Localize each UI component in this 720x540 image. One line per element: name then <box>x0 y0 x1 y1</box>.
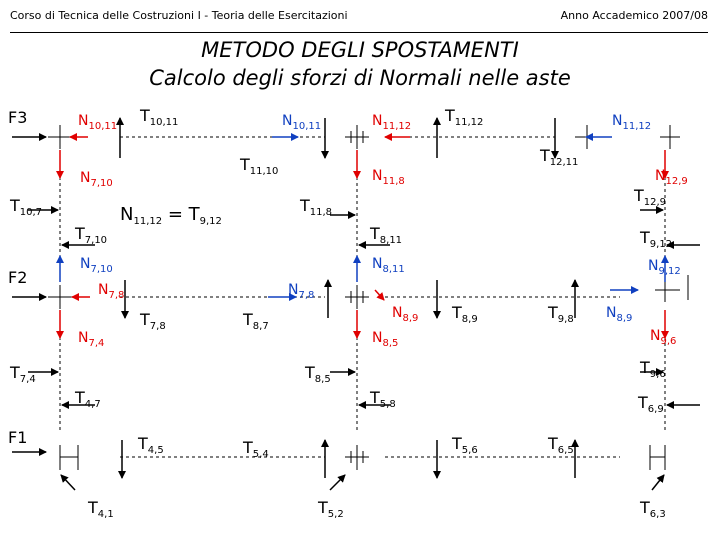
label-t-4-1: $T_{4,1}$ <box>88 498 114 520</box>
label-t-9-8: $T_{9,8}$ <box>548 303 574 325</box>
label-t-10-7: $T_{10,7}$ <box>10 196 43 218</box>
axial-arrow-8-9 <box>375 290 384 300</box>
label-t-12-11: $T_{12,11}$ <box>540 146 579 168</box>
label-n-12-9: $N_{12,9}$ <box>655 168 688 187</box>
label-n-9-6: $N_{9,6}$ <box>650 328 677 347</box>
label-t-8-7: $T_{8,7}$ <box>243 310 269 332</box>
node-11 <box>345 125 369 149</box>
label-t-5-6: $T_{5,6}$ <box>452 434 478 456</box>
node-4 <box>60 445 78 470</box>
label-n-11-12-b: $N_{11,12}$ <box>612 113 652 132</box>
label-t-5-2: $T_{5,2}$ <box>318 498 344 520</box>
label-t-5-4: $T_{5,4}$ <box>243 438 269 460</box>
node-8 <box>345 285 369 309</box>
label-n-10-11-a: $N_{10,11}$ <box>78 113 118 132</box>
shear-arrow-5-2 <box>330 475 345 490</box>
force-label-f2: F2 <box>8 268 28 287</box>
label-t-11-10: $T_{11,10}$ <box>240 155 279 177</box>
label-t-6-9: $T_{6,9}$ <box>638 393 664 415</box>
node-5 <box>345 445 369 470</box>
node-7 <box>48 285 72 309</box>
label-n-11-8-a: $N_{11,8}$ <box>372 168 405 187</box>
label-t-7-10: $T_{7,10}$ <box>75 224 108 246</box>
label-t-10-11: $T_{10,11}$ <box>140 106 179 128</box>
label-t-8-11: $T_{8,11}$ <box>370 224 403 246</box>
label-n-7-10-b: $N_{7,10}$ <box>80 256 113 275</box>
force-label-f3: F3 <box>8 108 28 127</box>
label-t-7-4: $T_{7,4}$ <box>10 363 36 385</box>
node-10 <box>48 125 72 149</box>
label-t-4-7: $T_{4,7}$ <box>75 388 101 410</box>
slide-subtitle: Calcolo degli sforzi di Normali nelle aste <box>149 66 571 90</box>
academic-year-header: Anno Accademico 2007/08 <box>560 9 708 22</box>
shear-arrow-6-3 <box>652 475 664 490</box>
label-n-7-8-b: $N_{7,8}$ <box>288 282 315 301</box>
label-t-11-8: $T_{11,8}$ <box>300 196 333 218</box>
label-t-8-9: $T_{8,9}$ <box>452 303 478 325</box>
label-n-8-5: $N_{8,5}$ <box>372 330 399 349</box>
label-n-7-10-a: $N_{7,10}$ <box>80 170 113 189</box>
course-header: Corso di Tecnica delle Costruzioni I - Teoria delle Esercitazioni <box>10 9 348 22</box>
label-n-7-4: $N_{7,4}$ <box>78 330 105 349</box>
label-n-8-9: $N_{8,9}$ <box>392 305 419 324</box>
label-n-8-9-b: $N_{8,9}$ <box>606 305 633 324</box>
label-t-5-8: $T_{5,8}$ <box>370 388 396 410</box>
force-label-f1: F1 <box>8 428 28 447</box>
label-n-9-12: $N_{9,12}$ <box>648 258 681 277</box>
shear-arrows <box>28 118 700 490</box>
label-t-4-5: $T_{4,5}$ <box>138 434 164 456</box>
shear-arrow-4-1 <box>61 475 75 490</box>
slide-title: METODO DEGLI SPOSTAMENTI <box>201 38 519 62</box>
label-t-9-6: $T_{9,6}$ <box>640 358 666 380</box>
label-t-11-12: $T_{11,12}$ <box>445 106 484 128</box>
label-t-12-9: $T_{12,9}$ <box>634 186 667 208</box>
label-t-8-5: $T_{8,5}$ <box>305 363 331 385</box>
label-t-6-5: $T_{6,5}$ <box>548 434 574 456</box>
label-n-11-12-a: $N_{11,12}$ <box>372 113 412 132</box>
equilibrium-equation: $N_{11,12} = T_{9,12}$ <box>120 204 222 227</box>
node-6 <box>650 445 665 470</box>
label-n-7-8-a: $N_{7,8}$ <box>98 282 125 301</box>
label-t-7-8: $T_{7,8}$ <box>140 310 166 332</box>
label-t-9-12: $T_{9,12}$ <box>640 228 673 250</box>
label-n-8-11: $N_{8,11}$ <box>372 256 405 275</box>
label-n-10-11-b: $N_{10,11}$ <box>282 113 322 132</box>
label-t-6-3: $T_{6,3}$ <box>640 498 666 520</box>
